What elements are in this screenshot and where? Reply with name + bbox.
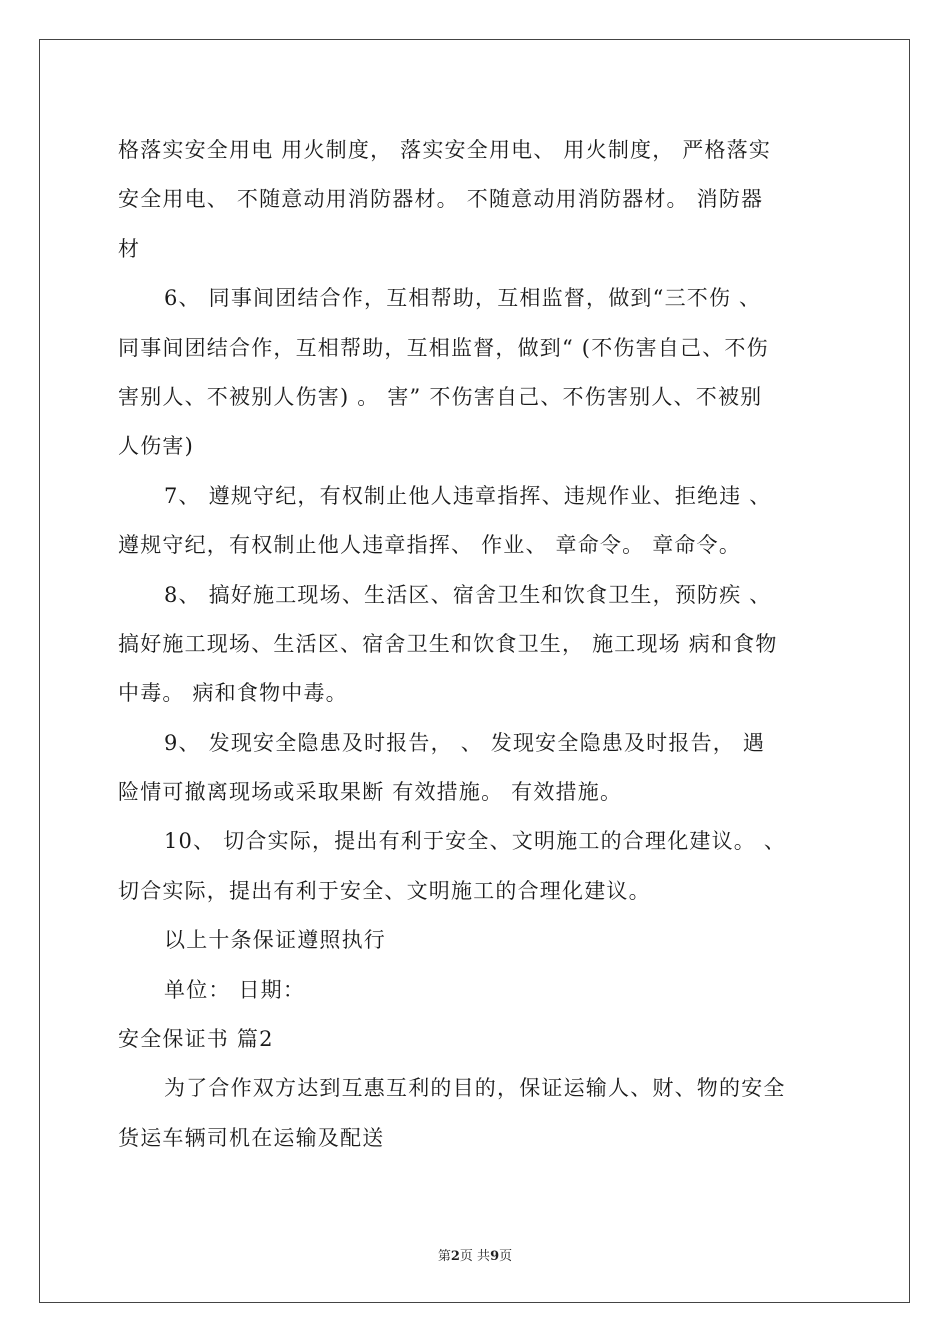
text-line: 9、 发现安全隐患及时报告， 、 发现安全隐患及时报告， 遇 [164, 730, 766, 755]
text-line: 安全用电、 不随意动用消防器材。 不随意动用消防器材。 消防器 [118, 187, 764, 212]
text-line: 搞好施工现场、生活区、宿舍卫生和饮食卫生， 施工现场 病和食物 [118, 631, 778, 656]
text-line: 材 [118, 236, 141, 261]
footer-total-pages: 9 [490, 1249, 500, 1264]
text-line: 10、 切合实际，提出有利于安全、文明施工的合理化建议。 、 [164, 829, 787, 854]
text-line: 以上十条保证遵照执行 [164, 928, 386, 953]
footer-prefix: 第 [437, 1249, 451, 1264]
footer-current-page: 2 [450, 1249, 460, 1264]
text-line: 安全保证书 篇2 [118, 1027, 274, 1052]
text-line: 单位： 日期： [164, 977, 306, 1002]
footer-mid: 页 共 [459, 1249, 491, 1264]
text-line: 货运车辆司机在运输及配送 [118, 1125, 385, 1150]
text-line: 险情可撤离现场或采取果断 有效措施。 有效措施。 [118, 780, 623, 805]
footer-suffix: 页 [499, 1249, 513, 1264]
text-line: 切合实际，提出有利于安全、文明施工的合理化建议。 [118, 878, 651, 903]
text-line: 中毒。 病和食物中毒。 [118, 681, 348, 706]
text-line: 格落实安全用电 用火制度， 落实安全用电、 用火制度， 严格落实 [118, 138, 772, 162]
text-line: 6、 同事间团结合作，互相帮助，互相监督，做到“三不伤 、 [164, 286, 762, 311]
text-line: 遵规守纪，有权制止他人违章指挥、 作业、 章命令。 章命令。 [118, 533, 742, 558]
text-line: 8、 搞好施工现场、生活区、宿舍卫生和饮食卫生，预防疾 、 [164, 582, 772, 607]
text-line: 同事间团结合作，互相帮助，互相监督，做到“ (不伤害自己、不伤 [118, 335, 769, 360]
text-line: 人伤害) [118, 434, 194, 459]
document-body [118, 126, 832, 1163]
text-line: 7、 遵规守纪，有权制止他人违章指挥、违规作业、拒绝违 、 [164, 483, 772, 508]
page-footer [0, 1245, 950, 1264]
text-line: 为了合作双方达到互惠互利的目的，保证运输人、财、物的安全 [164, 1076, 786, 1101]
text-line: 害别人、不被别人伤害) 。 害” 不伤害自己、不伤害别人、不被别 [118, 384, 763, 409]
